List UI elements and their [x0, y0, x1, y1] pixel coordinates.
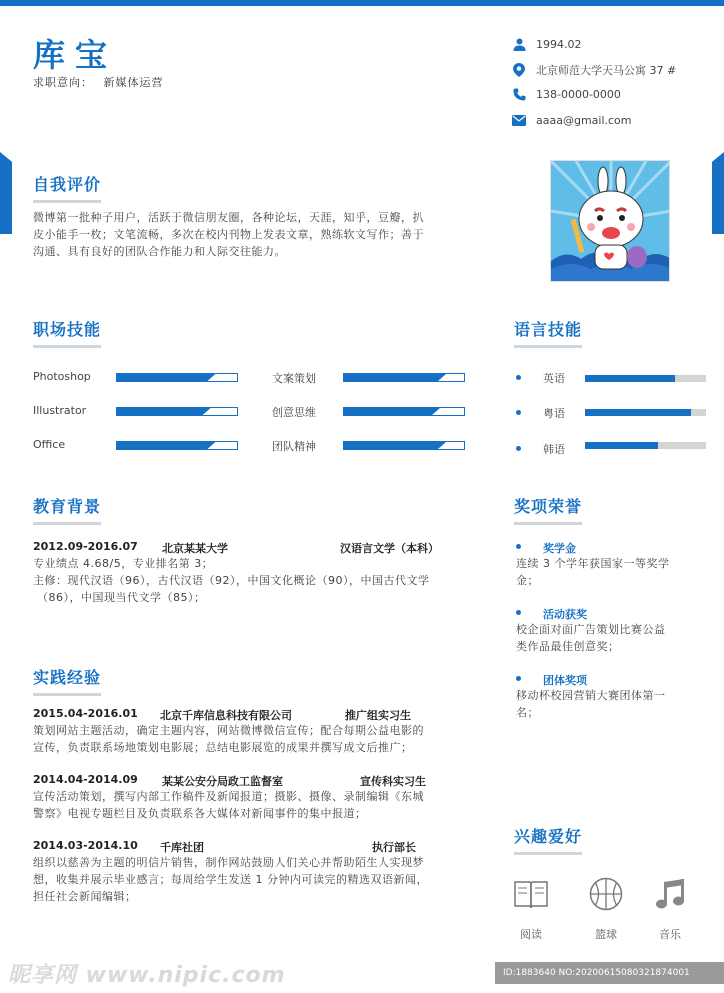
- book-icon: [509, 876, 553, 912]
- skill-bar-copywriting: [343, 373, 465, 382]
- skill-bar-office: [116, 441, 238, 450]
- language-bar-korean: [585, 442, 706, 449]
- award-line: 名；: [516, 706, 539, 719]
- education-period: 2012.09-2016.07: [33, 540, 138, 553]
- hobby-music: [648, 876, 692, 942]
- right-side-tab: [712, 152, 724, 234]
- skill-bar-fill: [117, 374, 215, 381]
- education-title: 教育背景: [33, 497, 102, 516]
- bullet-dot: [516, 544, 521, 549]
- language-bar-fill: [585, 442, 658, 449]
- bullet-dot: [516, 446, 521, 451]
- award-line: 类作品最佳创意奖；: [516, 640, 620, 653]
- bullet-dot: [516, 375, 521, 380]
- skill-bar-creative: [343, 407, 465, 416]
- language-bar-english: [585, 375, 706, 382]
- education-divider: [33, 522, 101, 525]
- skill-label: 文案策划: [272, 372, 316, 385]
- education-line: 主修：现代汉语（96），古代汉语（92），中国文化概论（90），中国古代文学: [33, 574, 430, 587]
- bullet-dot: [516, 410, 521, 415]
- hobby-label: 阅读: [520, 928, 542, 941]
- avatar: [550, 160, 670, 282]
- practice-role: 推广组实习生: [345, 709, 411, 722]
- practice-line: 策划网站主题活动，确定主题内容，网站微博微信宣传；配合每期公益电影的: [33, 724, 424, 737]
- practice-line: 警察》电视专题栏目及负责联系各大媒体对新闻事件的集中报道；: [33, 807, 367, 820]
- email-value[interactable]: aaaa@gmail.com: [536, 113, 632, 127]
- awards-title: 奖项荣誉: [514, 497, 583, 516]
- skill-bar-teamwork: [343, 441, 465, 450]
- bullet-dot: [516, 676, 521, 681]
- practice-line: 担任社会新闻编辑；: [33, 890, 137, 903]
- skill-bar-illustrator: [116, 407, 238, 416]
- practice-body: [33, 788, 473, 822]
- skill-bar-fill: [344, 408, 440, 415]
- left-side-tab: [0, 152, 12, 234]
- skill-label: 创意思维: [272, 406, 316, 419]
- bullet-dot: [516, 610, 521, 615]
- job-intent-value: 新媒体运营: [103, 76, 164, 89]
- language-bar-fill: [585, 409, 691, 416]
- practice-line: 组织以慈善为主题的明信片销售，制作网站鼓励人们关心并帮助陌生人实现梦: [33, 856, 424, 869]
- award-line: 连续 3 个学年获国家一等奖学: [516, 557, 670, 570]
- hobbies-divider: [514, 852, 582, 855]
- practice-role: 执行部长: [372, 841, 416, 854]
- practice-org: 某某公安分局政工监督室: [162, 775, 283, 788]
- music-note-icon: [648, 876, 692, 912]
- awards-divider: [514, 522, 582, 525]
- job-intent-label: 求职意向：: [33, 76, 93, 89]
- hobby-label: 篮球: [595, 928, 617, 941]
- award-body: [516, 687, 706, 721]
- education-major: 汉语言文学（本科）: [340, 542, 439, 555]
- hobby-label: 音乐: [659, 928, 681, 941]
- award-title: 活动获奖: [543, 608, 587, 621]
- skill-bar-fill: [344, 442, 446, 449]
- practice-line: 想，收集并展示毕业感言；每周给学生发送 1 分钟内可读完的精选双语新闻，: [33, 873, 428, 886]
- practice-divider: [33, 693, 101, 696]
- practice-line: 宣传，负责联系场地策划电影展；总结电影展览的成果并撰写成文后推广；: [33, 741, 413, 754]
- skill-label: Office: [33, 438, 66, 451]
- award-title: 奖学金: [543, 542, 576, 555]
- self-eval-body: [33, 209, 468, 260]
- self-eval-line: 沟通、具有良好的团队合作能力和人际交往能力。: [33, 245, 286, 258]
- practice-period: 2015.04-2016.01: [33, 707, 138, 720]
- work-skills-title: 职场技能: [33, 320, 102, 339]
- award-body: [516, 555, 706, 589]
- language-label: 英语: [543, 372, 565, 385]
- practice-title: 实践经验: [33, 668, 102, 687]
- language-title: 语言技能: [514, 320, 583, 339]
- skill-bar-photoshop: [116, 373, 238, 382]
- language-label: 粤语: [543, 407, 565, 420]
- work-skills-divider: [33, 345, 101, 348]
- practice-role: 宣传科实习生: [360, 775, 426, 788]
- phone-icon: [512, 87, 526, 101]
- hobby-reading: [509, 876, 553, 942]
- award-title: 团体奖项: [543, 674, 587, 687]
- language-divider: [514, 345, 582, 348]
- education-line: 专业绩点 4.68/5，专业排名第 3；: [33, 557, 214, 570]
- image-id-bar: ID:1883640 NO:20200615080321874001: [495, 962, 724, 984]
- award-body: [516, 621, 706, 655]
- contact-birth: [512, 37, 582, 51]
- practice-line: 宣传活动策划，撰写内部工作稿件及新闻报道；摄影、摄像、录制编辑《东城: [33, 790, 424, 803]
- self-eval-line: 皮小能手一枚；文笔流畅，多次在校内刊物上发表文章，熟练软文写作；善于: [33, 228, 424, 241]
- practice-period: 2014.03-2014.10: [33, 839, 138, 852]
- self-eval-line: 微博第一批种子用户，活跃于微信朋友圈，各种论坛，天涯，知乎，豆瓣，扒: [33, 211, 424, 224]
- candidate-name: 库宝: [33, 36, 118, 74]
- award-line: 校企面对面广告策划比赛公益: [516, 623, 666, 636]
- practice-body: [33, 722, 473, 756]
- award-line: 移动杯校园营销大赛团体第一: [516, 689, 666, 702]
- skill-bar-fill: [344, 374, 446, 381]
- education-line: （86），中国现当代文学（85）；: [37, 591, 206, 604]
- practice-org: 北京千库信息科技有限公司: [160, 709, 292, 722]
- practice-period: 2014.04-2014.09: [33, 773, 138, 786]
- watermark: 昵享网 www.nipic.com: [8, 963, 286, 988]
- language-label: 韩语: [543, 443, 565, 456]
- job-intent: [33, 74, 164, 90]
- skill-label: Illustrator: [33, 404, 87, 417]
- education-body: [33, 555, 473, 606]
- contact-email: [512, 113, 632, 127]
- hobbies-title: 兴趣爱好: [514, 827, 583, 846]
- education-school: 北京某某大学: [162, 542, 228, 555]
- skill-bar-fill: [117, 442, 215, 449]
- basketball-icon: [584, 876, 628, 912]
- skill-label: Photoshop: [33, 370, 91, 383]
- contact-phone: [512, 87, 621, 101]
- phone-value: 138-0000-0000: [536, 87, 621, 101]
- self-eval-title: 自我评价: [33, 175, 102, 194]
- language-bar-cantonese: [585, 409, 706, 416]
- skill-bar-fill: [117, 408, 211, 415]
- language-bar-fill: [585, 375, 675, 382]
- award-line: 金；: [516, 574, 539, 587]
- email-icon: [512, 113, 526, 127]
- self-eval-divider: [33, 200, 101, 203]
- address-value: 北京师范大学天马公寓 37 #: [536, 64, 677, 77]
- skill-label: 团队精神: [272, 440, 316, 453]
- practice-body: [33, 854, 473, 905]
- hobby-basketball: [584, 876, 628, 942]
- location-pin-icon: [512, 63, 526, 77]
- top-accent-bar: [0, 0, 724, 6]
- contact-address: [512, 62, 676, 78]
- birth-value: 1994.02: [536, 37, 582, 51]
- practice-org: 千库社团: [160, 841, 204, 854]
- person-icon: [512, 37, 526, 51]
